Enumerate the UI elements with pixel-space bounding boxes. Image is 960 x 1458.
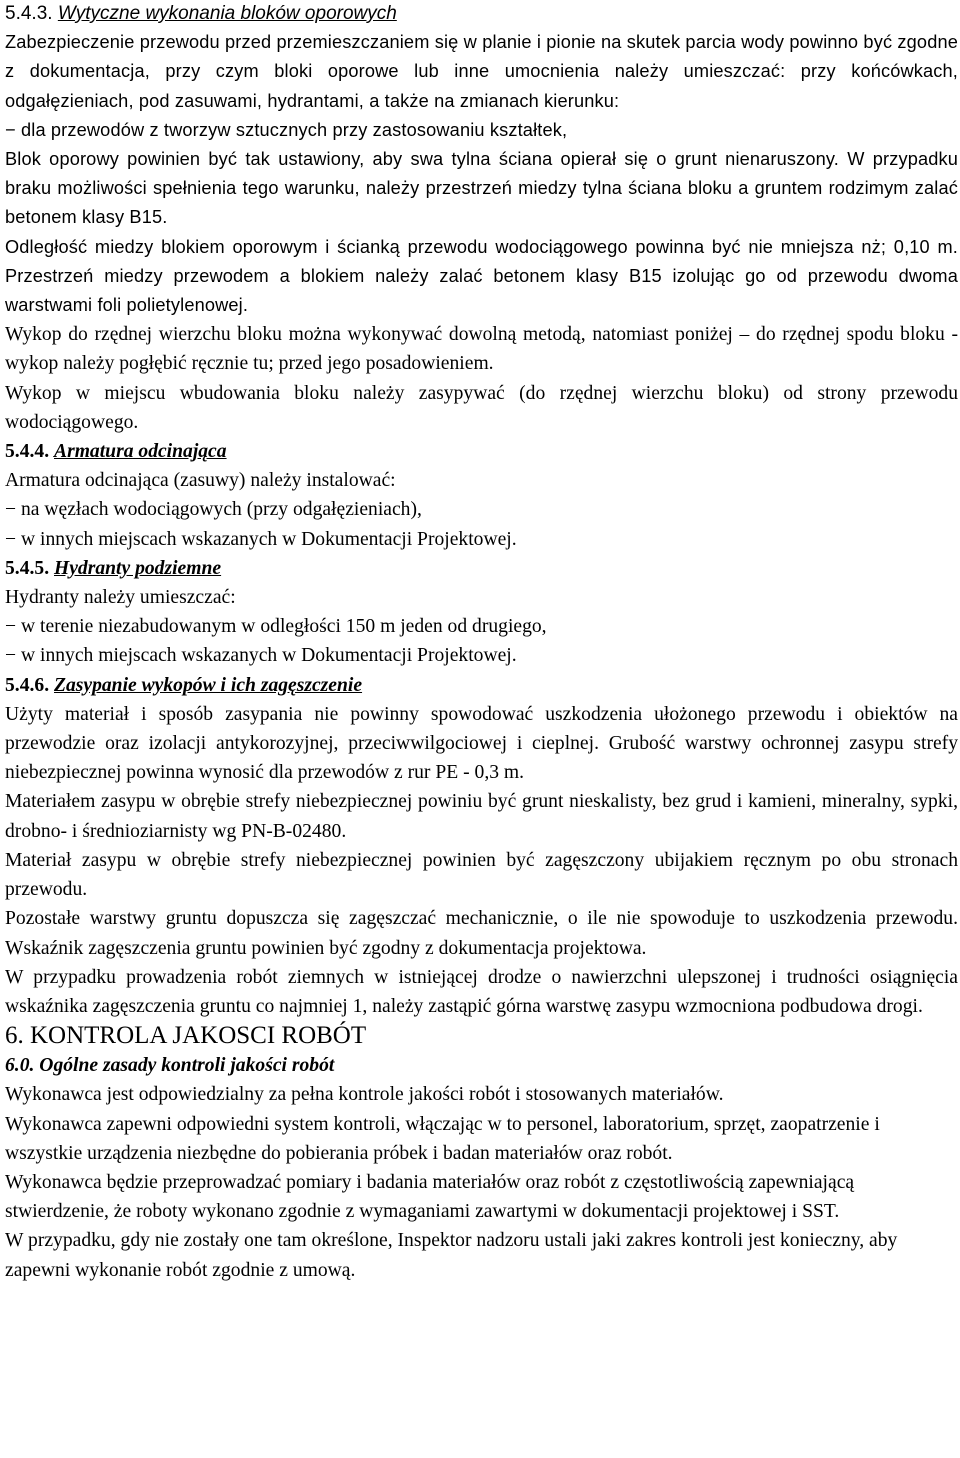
paragraph: Użyty materiał i sposób zasypania nie powinny spowodować uszkodzenia ułożonego przewodu i obiektów na przewodzie oraz izolacji antykorozyjnej, przeciwwilgociowej i cieplnej. Grubość warstwy ochronnej zasypu strefy niebezpiecznej powinna wynosić dla przewodów z rur PE - 0,3 m. — [5, 703, 958, 784]
paragraph: Odległość miedzy blokiem oporowym i ścianką przewodu wodociągowego powinna być nie mniejsza nż; 0,10 m. Przestrzeń miedzy przewodem a blokiem należy zalać betonem klasy B15 izolując go od przewodu dwoma warstwami foli polietylenowej. — [5, 236, 958, 316]
section-heading-5-4-5 — [5, 554, 958, 583]
paragraph: Materiał zasypu w obrębie strefy niebezpiecznej powinien być zagęszczony ubijakiem ręcznym po obu stronach przewodu. — [5, 849, 958, 901]
section-title: Wytyczne wykonania bloków oporowych — [57, 3, 397, 24]
paragraph: Blok oporowy powinien być tak ustawiony, aby swa tylna ściana opierał się o grunt nienaruszony. W przypadku braku możliwości spełnienia tego warunku, należy przestrzeń miedzy tylna ściana bloku a gruntem rodzimym zalać betonem klasy B15. — [5, 149, 958, 228]
list-item: − dla przewodów z tworzyw sztucznych przy zastosowaniu kształtek, — [5, 116, 958, 145]
paragraph: Wykop do rzędnej wierzchu bloku można wykonywać dowolną metodą, natomiast poniżej – do rzędnej spodu bloku - wykop należy pogłębić ręcznie tu; przed jego posadowieniem. — [5, 324, 958, 375]
section-title: Ogólne zasady kontroli jakości robót — [39, 1055, 335, 1077]
list-item: − w terenie niezabudowanym w odległości 150 m jeden od drugiego, — [5, 612, 958, 641]
paragraph: Zabezpieczenie przewodu przed przemieszczaniem się w planie i pionie na skutek parcia wody powinno być zgodne z dokumentacja, przy czym bloki oporowe lub inne umocnienia należy umieszczać: przy końcówkach, odgałęzieniach, pod zasuwami, hydrantami, a także na zmianach kierunku: — [5, 32, 958, 111]
document-page — [5, 0, 958, 1285]
section-title: Zasypanie wykopów i ich zagęszczenie — [54, 674, 363, 696]
paragraph: Wykonawca zapewni odpowiedni system kontroli, włączając w to personel, laboratorium, sprzęt, zaopatrzenie i wszystkie urządzenia niezbędne do pobierania próbek i badan materiałów oraz robót. — [5, 1113, 880, 1164]
section-number: 5.4.4. — [5, 441, 50, 463]
section-number: 5.4.6. — [5, 674, 50, 696]
paragraph: Wykonawca będzie przeprowadzać pomiary i badania materiałów oraz robót z częstotliwością zapewniającą stwierdzenie, że roboty wykonano zgodnie z wymaganiami zawartymi w dokumentacji projektowej i SST. — [5, 1171, 855, 1223]
section-heading-5-4-3 — [5, 0, 958, 28]
paragraph: Hydranty należy umieszczać: — [5, 587, 236, 609]
section-title: Hydranty podziemne — [54, 557, 222, 579]
section-title: Armatura odcinająca — [54, 441, 227, 463]
section-number: 5.4.3. — [5, 3, 53, 24]
section-number: 6.0. — [5, 1055, 35, 1077]
paragraph: Pozostałe warstwy gruntu dopuszcza się zagęszczać mechanicznie, o ile nie spowoduje to uszkodzenia przewodu. Wskaźnik zagęszczenia gruntu powinien być zgodny z dokumentacja projektowa. — [5, 908, 958, 959]
paragraph: W przypadku, gdy nie zostały one tam określone, Inspektor nadzoru ustali jaki zakres kontroli jest konieczny, aby zapewni wykonanie robót zgodnie z umową. — [5, 1230, 898, 1281]
paragraph: W przypadku prowadzenia robót ziemnych w istniejącej drodze o nawierzchni ulepszonej i trudności osiągnięcia wskaźnika zagęszczenia gruntu co najmniej 1, należy zastąpić górna warstwę zasypu wzmocniona podbudowa drogi. — [5, 966, 958, 1017]
list-item: − w innych miejscach wskazanych w Dokumentacji Projektowej. — [5, 525, 958, 554]
chapter-heading: 6. KONTROLA JAKOSCI ROBÓT — [5, 1022, 367, 1050]
paragraph: Armatura odcinająca (zasuwy) należy instalować: — [5, 470, 396, 492]
list-item: − w innych miejscach wskazanych w Dokumentacji Projektowej. — [5, 641, 958, 670]
section-number: 5.4.5. — [5, 557, 50, 579]
section-heading-5-4-6 — [5, 671, 958, 700]
paragraph: Materiałem zasypu w obrębie strefy niebezpiecznej powiniu być grunt nieskalisty, bez grud i kamieni, mineralny, sypki, drobno- i średnioziarnisty wg PN-B-02480. — [5, 791, 958, 842]
paragraph: Wykonawca jest odpowiedzialny za pełna kontrole jakości robót i stosowanych materiałów. — [5, 1084, 724, 1106]
section-heading-5-4-4 — [5, 437, 958, 466]
section-heading-6-0 — [5, 1051, 958, 1080]
paragraph: Wykop w miejscu wbudowania bloku należy zasypywać (do rzędnej wierzchu bloku) od strony przewodu wodociągowego. — [5, 382, 958, 433]
list-item: − na węzłach wodociągowych (przy odgałęzieniach), — [5, 495, 958, 524]
